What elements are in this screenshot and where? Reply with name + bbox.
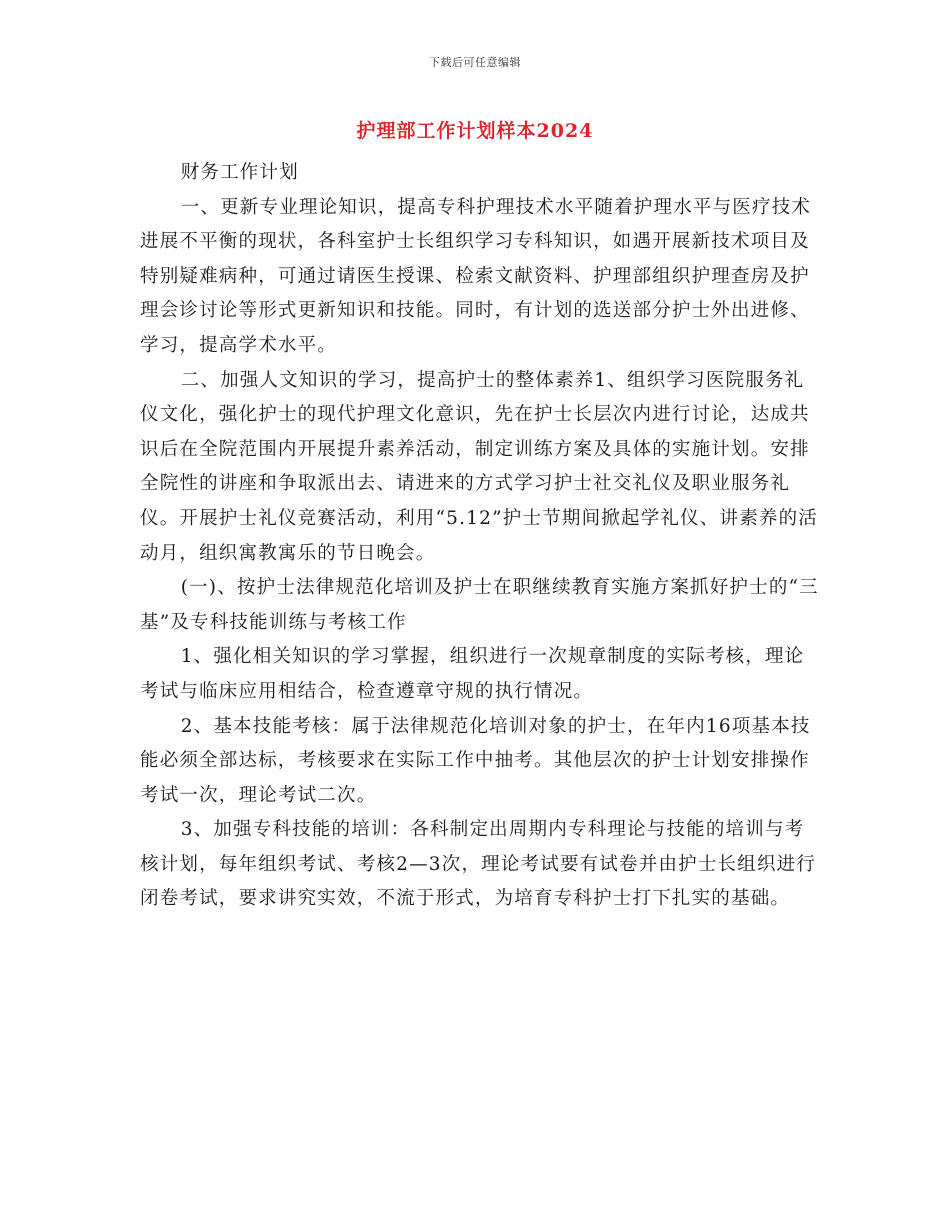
paragraph-subsection-1: (一)、按护士法律规范化培训及护士在职继续教育实施方案抓好护士的“三基”及专科技能训练与考核工作: [140, 577, 819, 633]
paragraph-item-3: 3、加强专科技能的培训：各科制定出周期内专科理论与技能的培训与考核计划，每年组织考试、考核2—3次，理论考试要有试卷并由护士长组织进行闭卷考试，要求讲究实效，不流于形式，为培育专科护士打下扎实的基础。: [140, 819, 817, 910]
document-title: 护理部工作计划样本2024: [356, 120, 594, 142]
paragraph-heading: 财务工作计划: [180, 162, 299, 183]
document-body: [140, 156, 820, 917]
header-note: 下载后可任意编辑: [429, 56, 521, 69]
paragraph-item-1: 1、强化相关知识的学习掌握，组织进行一次规章制度的实际考核，理论考试与临床应用相结合，检查遵章守规的执行情况。: [140, 646, 805, 702]
paragraph-section-2: 二、加强人文知识的学习，提高护士的整体素养1、组织学习医院服务礼仪文化，强化护士的现代护理文化意识，先在护士长层次内进行讨论，达成共识后在全院范围内开展提升素养活动，制定训练方案及具体的实施计划。安排全院性的讲座和争取派出去、请进来的方式学习护士社交礼仪及职业服务礼仪。开展护士礼仪竞赛活动，利用“5.12”护士节期间掀起学礼仪、讲素养的活动月，组织寓教寓乐的节日晚会。: [140, 369, 819, 564]
paragraph-item-2: 2、基本技能考核：属于法律规范化培训对象的护士，在年内16项基本技能必须全部达标，考核要求在实际工作中抽考。其他层次的护士计划安排操作考试一次，理论考试二次。: [140, 715, 811, 806]
paragraph-section-1: 一、更新专业理论知识，提高专科护理技术水平随着护理水平与医疗技术进展不平衡的现状，各科室护士长组织学习专科知识，如遇开展新技术项目及特别疑难病种，可通过请医生授课、检索文献资料、护理部组织护理查房及护理会诊讨论等形式更新知识和技能。同时，有计划的选送部分护士外出进修、学习，提高学术水平。: [140, 196, 812, 356]
